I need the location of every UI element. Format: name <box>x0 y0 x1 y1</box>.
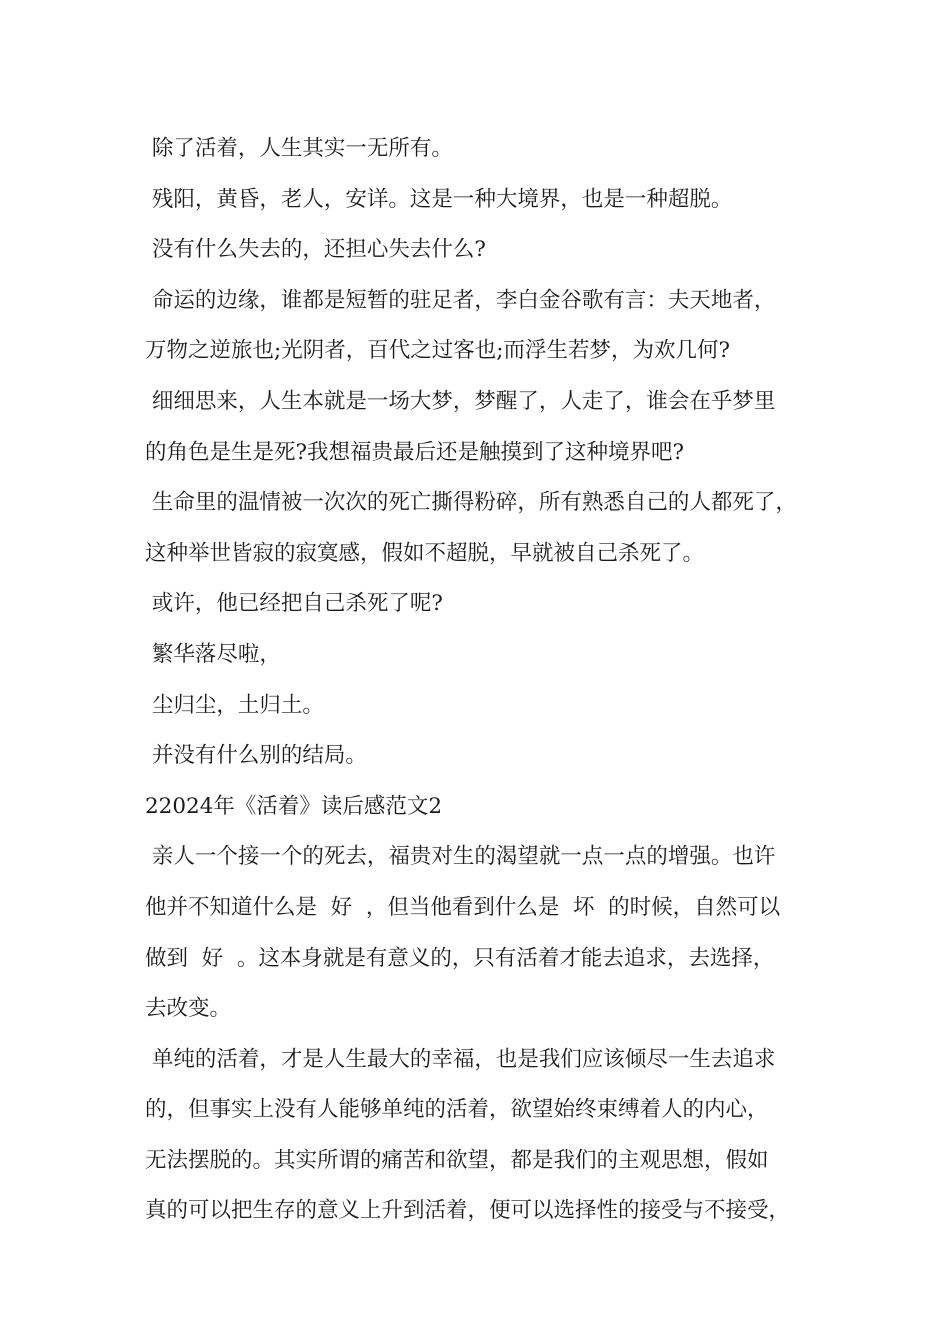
text-line: 残阳，黄昏，老人，安详。这是一种大境界，也是一种超脱。 <box>145 186 733 212</box>
text-line: 单纯的活着，才是人生最大的幸福，也是我们应该倾尽一生去追求 <box>145 1046 776 1072</box>
text-line: 没有什么失去的，还担心失去什么? <box>145 237 486 263</box>
text-line: 他并不知道什么是 好 ，但当他看到什么是 坏 的时候，自然可以 <box>145 894 781 920</box>
text-line: 尘归尘，土归土。 <box>145 692 324 718</box>
text-line: 生命里的温情被一次次的死亡撕得粉碎，所有熟悉自己的人都死了， <box>145 490 797 516</box>
text-line: 并没有什么别的结局。 <box>145 743 367 769</box>
section-heading: 22024年《活着》读后感范文2 <box>145 793 443 819</box>
text-line: 亲人一个接一个的死去，福贵对生的渴望就一点一点的增强。也许 <box>145 844 776 870</box>
text-line: 的，但事实上没有人能够单纯的活着，欲望始终束缚着人的内心， <box>145 1097 769 1123</box>
text-line: 细细思来，人生本就是一场大梦，梦醒了，人走了，谁会在乎梦里 <box>145 388 776 414</box>
text-line: 这种举世皆寂的寂寞感，假如不超脱，早就被自己杀死了。 <box>145 540 705 566</box>
text-line: 命运的边缘，谁都是短暂的驻足者，李白金谷歌有言：夫天地者， <box>145 287 776 313</box>
text-line: 去改变。 <box>145 996 232 1022</box>
text-line: 的角色是生是死?我想福贵最后还是触摸到了这种境界吧? <box>145 439 685 465</box>
text-line: 无法摆脱的。其实所谓的痛苦和欲望，都是我们的主观思想，假如 <box>145 1147 769 1173</box>
text-line: 万物之逆旅也;光阴者，百代之过客也;而浮生若梦，为欢几何? <box>145 338 731 364</box>
text-line: 除了活着，人生其实一无所有。 <box>145 136 453 161</box>
text-line: 或许，他已经把自己杀死了呢? <box>145 591 443 617</box>
text-line: 繁华落尽啦， <box>145 641 281 667</box>
text-line: 做到 好 。这本身就是有意义的，只有活着才能去追求，去选择， <box>145 945 775 971</box>
text-line: 真的可以把生存的意义上升到活着，便可以选择性的接受与不接受， <box>145 1198 791 1224</box>
document-body <box>145 124 835 1237</box>
